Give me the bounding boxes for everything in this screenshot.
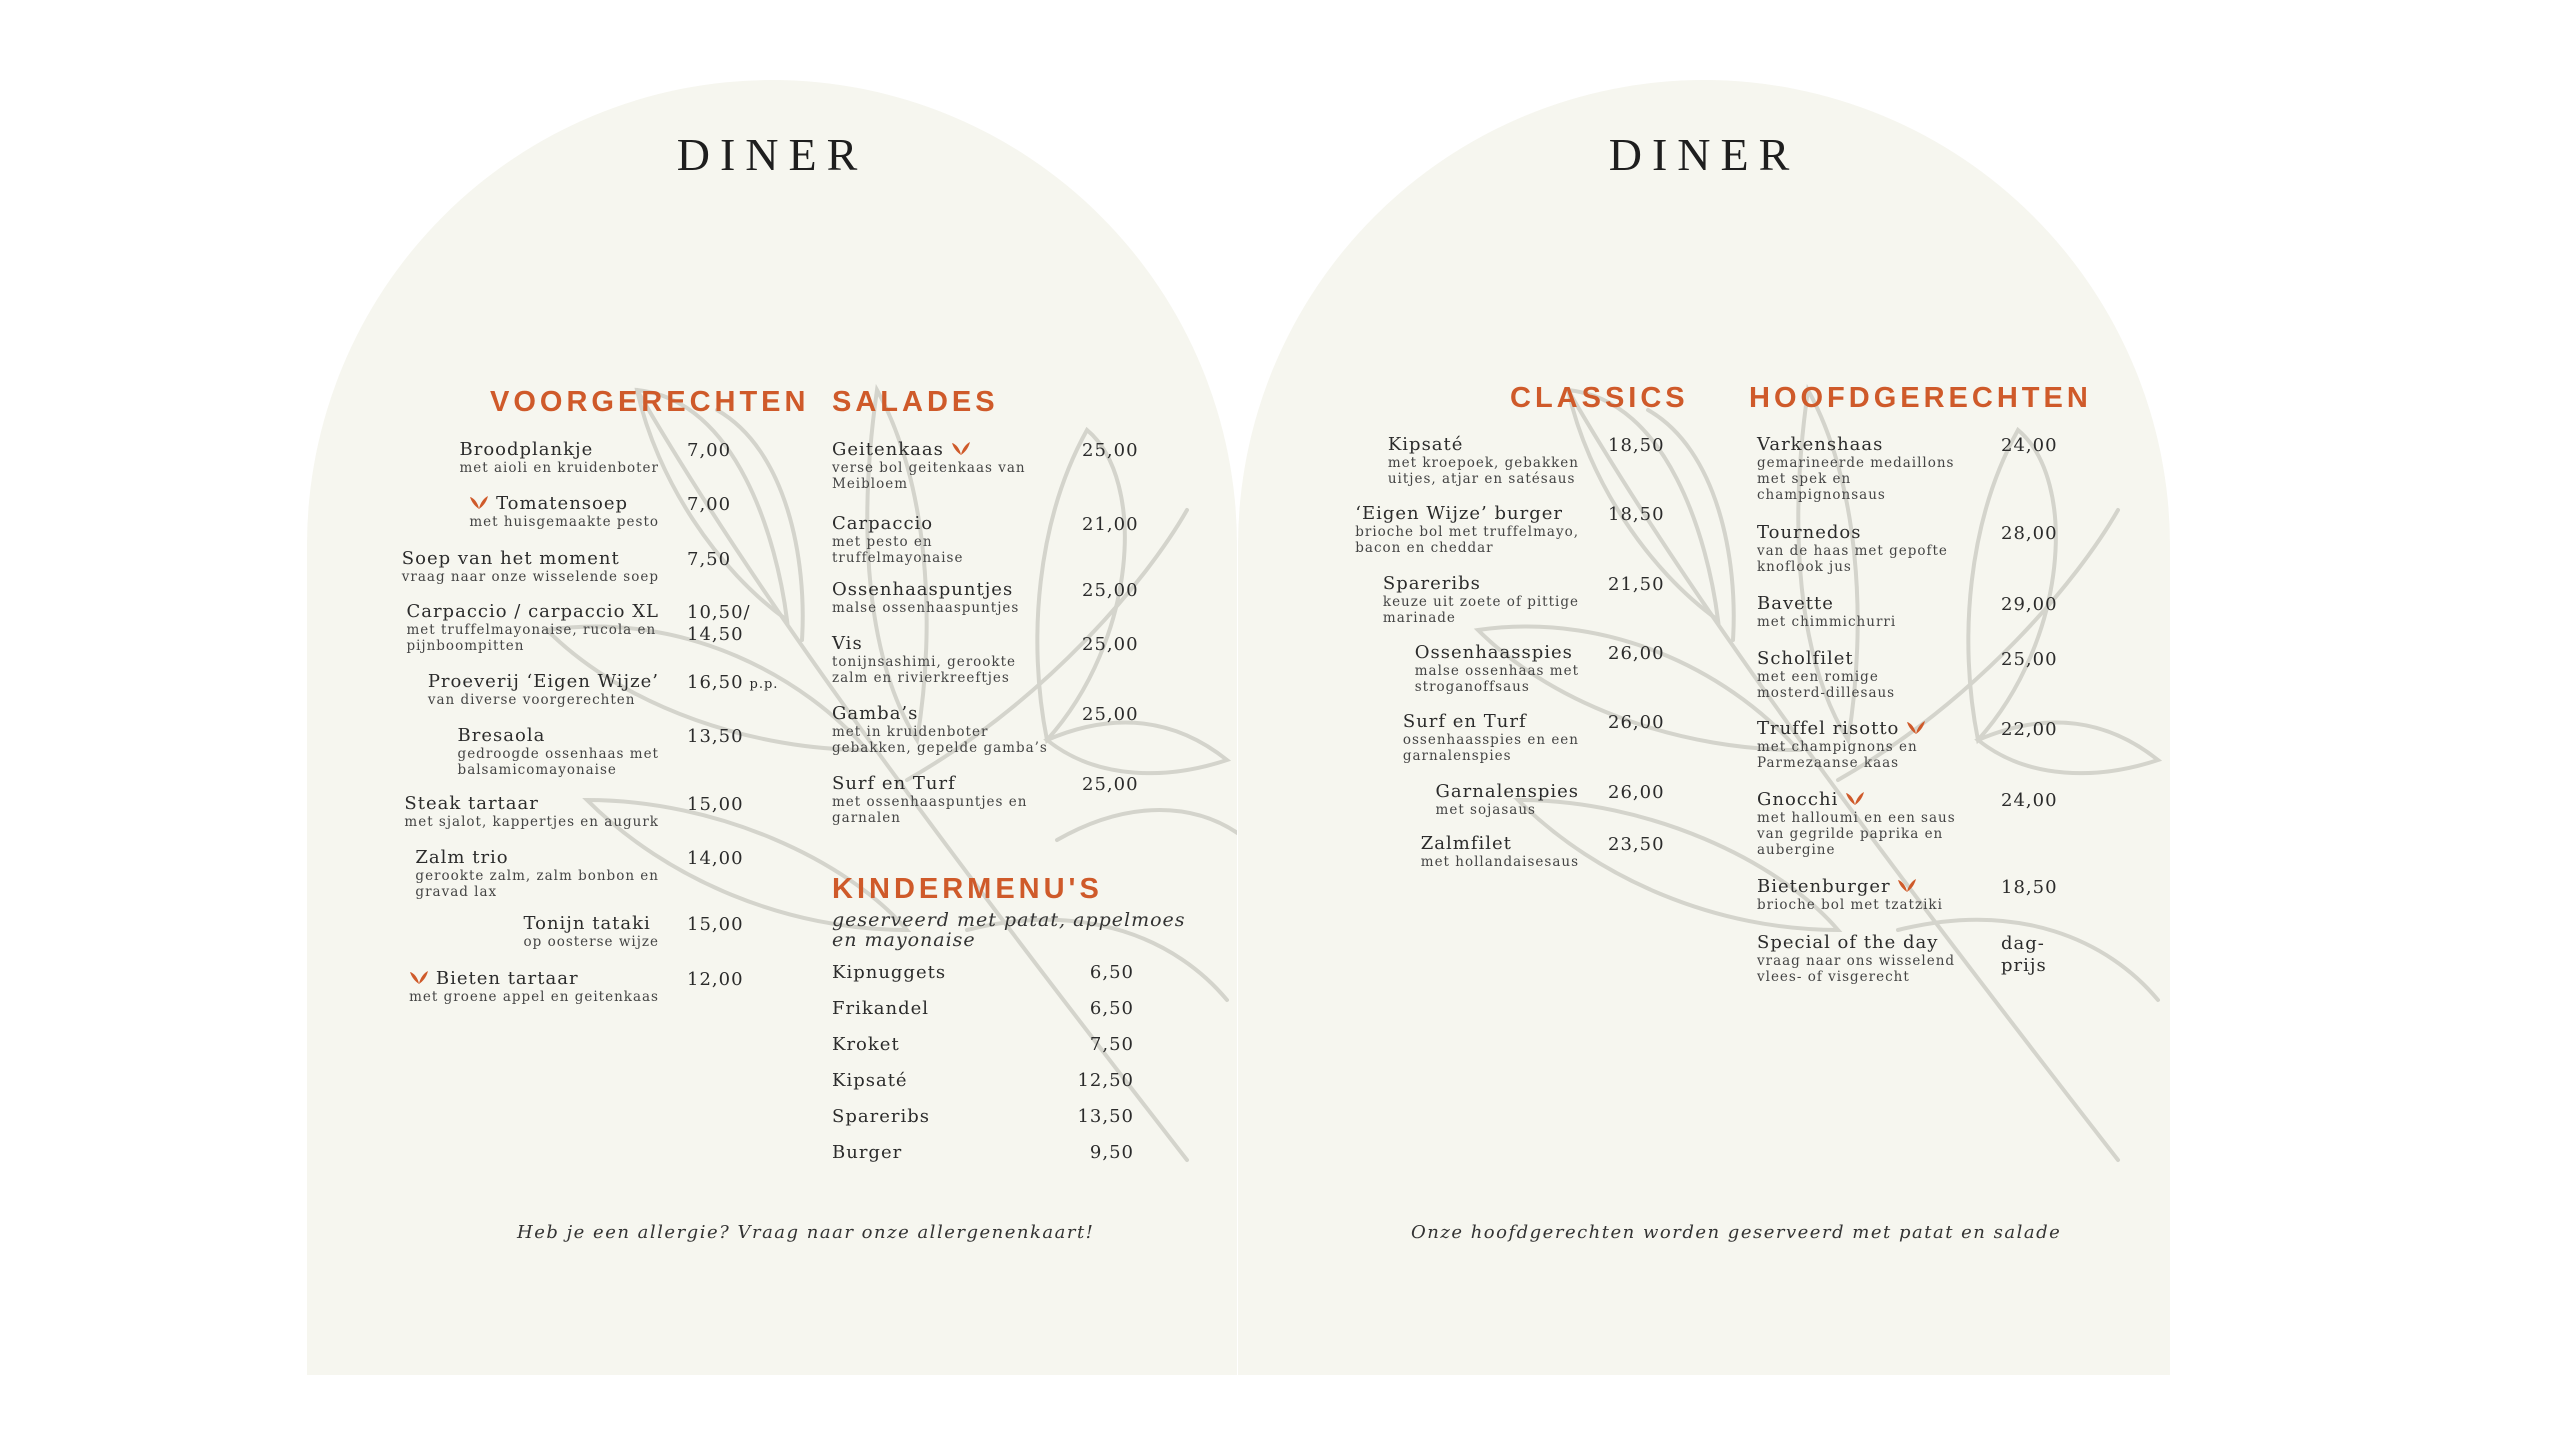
item-name-text: Tournedos	[1757, 522, 1862, 543]
item-name-text: Bietenburger	[1757, 876, 1891, 897]
item-name	[1757, 933, 1955, 953]
item-price	[687, 440, 731, 462]
item-name	[1436, 782, 1579, 802]
item-name-text: Scholfilet	[1757, 648, 1854, 669]
item-price: dag- prijs	[2001, 933, 2047, 976]
item-name-text: Ossenhaasspies	[1414, 642, 1573, 663]
menu-item	[402, 549, 659, 585]
menu-item	[1757, 933, 1955, 985]
item-name-text: Truffel risotto	[1757, 718, 1900, 739]
item-name-text: Broodplankje	[459, 439, 594, 460]
item-price	[687, 794, 744, 816]
section-title-classics: CLASSICS	[1510, 382, 1689, 414]
menu-item	[1757, 877, 1943, 913]
item-description: met in kruidenboter gebakken, gepelde gamba’s	[832, 724, 1048, 756]
item-price	[687, 914, 744, 936]
item-price-value: 7,50	[687, 549, 732, 570]
item-name	[1757, 790, 1956, 810]
leaf-sprout-icon	[469, 494, 489, 510]
item-name-text: Tomatensoep	[496, 493, 629, 514]
menu-item	[1757, 594, 1896, 630]
menu-panel-left	[307, 80, 1237, 1375]
kids-menu-item	[832, 998, 929, 1019]
menu-item	[1383, 574, 1579, 626]
menu-item	[428, 672, 659, 708]
kids-menu-item	[832, 962, 946, 983]
item-name	[832, 774, 1027, 794]
item-name	[1355, 504, 1579, 524]
item-price	[687, 602, 751, 646]
item-name	[1757, 649, 1895, 669]
leaf-sprout-icon	[1897, 877, 1917, 893]
item-price-value: 10,50/ 14,50	[687, 602, 751, 645]
item-name	[1415, 643, 1579, 663]
item-name	[1757, 877, 1943, 897]
item-name	[1403, 712, 1579, 732]
item-price-value: 26,00	[1608, 782, 1665, 803]
item-name	[524, 914, 659, 934]
menu-item	[832, 634, 1016, 686]
item-name	[1383, 574, 1579, 594]
item-price: 28,00	[2001, 523, 2058, 544]
kindermenu-subtitle: geserveerd met patat, appelmoes en mayonaise	[832, 909, 1186, 951]
item-price	[687, 726, 744, 748]
section-title-kindermenu: KINDERMENU'S	[832, 873, 1103, 905]
item-price: 24,00	[2001, 435, 2058, 456]
item-price	[1608, 712, 1665, 734]
item-price	[687, 494, 731, 516]
menu-item	[1436, 782, 1579, 818]
leaf-sprout-icon	[951, 440, 971, 456]
section-title-hoofdgerechten: HOOFDGERECHTEN	[1749, 382, 2092, 414]
item-name	[469, 494, 659, 514]
item-price: 6,50	[1089, 962, 1134, 983]
menu-item	[1757, 435, 1955, 503]
item-description: gemarineerde medaillons met spek en champignonsaus	[1757, 455, 1955, 503]
item-name-text: Burger	[832, 1142, 903, 1163]
item-price-value: 13,50	[687, 726, 744, 747]
item-price	[1608, 834, 1665, 856]
menu-item	[404, 794, 659, 830]
item-price: 12,50	[1077, 1070, 1134, 1091]
item-name-text: Special of the day	[1757, 932, 1939, 953]
item-description: gerookte zalm, zalm bonbon en gravad lax	[415, 868, 659, 900]
kids-menu-item	[832, 1070, 908, 1091]
menu-item	[1355, 504, 1579, 556]
item-name-text: Bieten tartaar	[435, 968, 579, 989]
item-description: met ossenhaaspuntjes en garnalen	[832, 794, 1028, 826]
item-description: met kroepoek, gebakken uitjes, atjar en satésaus	[1387, 455, 1579, 487]
menu-item	[1403, 712, 1579, 764]
item-name-text: ‘Eigen Wijze’ burger	[1355, 503, 1563, 524]
item-name-text: Proeverij ‘Eigen Wijze’	[427, 671, 659, 692]
item-name-text: Steak tartaar	[404, 793, 539, 814]
menu-item	[524, 914, 659, 950]
menu-item	[1757, 790, 1956, 858]
item-description: van diverse voorgerechten	[427, 692, 636, 708]
item-price: 7,50	[1089, 1034, 1134, 1055]
menu-item	[1415, 643, 1579, 695]
item-name	[832, 704, 1048, 724]
item-description: met halloumi en een saus van gegrilde paprika en aubergine	[1757, 810, 1956, 858]
item-description: met groene appel en geitenkaas	[409, 989, 659, 1005]
item-name	[832, 580, 1019, 600]
item-price-value: 21,50	[1608, 574, 1665, 595]
item-description: brioche bol met truffelmayo, bacon en cheddar	[1355, 524, 1579, 556]
item-description: vraag naar onze wisselende soep	[401, 569, 659, 585]
leaf-sprout-icon	[1845, 790, 1865, 806]
item-name-text: Geitenkaas	[832, 439, 944, 460]
menu-item	[409, 969, 659, 1005]
item-description: malse ossenhaaspuntjes	[832, 600, 1020, 616]
item-name	[832, 514, 963, 534]
item-name	[832, 440, 1026, 460]
item-price	[1608, 574, 1665, 596]
item-description: met een romige mosterd-dillesaus	[1757, 669, 1896, 701]
item-description: keuze uit zoete of pittige marinade	[1382, 594, 1579, 626]
menu-item	[1757, 719, 1926, 771]
item-price: 9,50	[1089, 1142, 1134, 1163]
menu-item	[832, 774, 1027, 826]
item-description: met sjalot, kappertjes en augurk	[404, 814, 659, 830]
item-name	[458, 726, 659, 746]
item-price-value: 12,00	[687, 969, 744, 990]
item-name-text: Kipsaté	[832, 1070, 908, 1091]
item-price-value: 18,50	[1608, 435, 1665, 456]
item-name	[406, 602, 659, 622]
page-title: DINER	[676, 129, 868, 180]
item-price-value: 16,50	[687, 672, 744, 693]
item-price: 25,00	[2001, 649, 2058, 670]
item-name-text: Gamba’s	[832, 703, 919, 724]
item-price-value: 15,00	[687, 794, 744, 815]
item-name-text: Bresaola	[457, 725, 546, 746]
item-price	[1608, 435, 1665, 457]
item-name	[1757, 719, 1926, 739]
item-price: 21,00	[1082, 514, 1139, 535]
item-name-text: Kroket	[832, 1034, 900, 1055]
item-name	[415, 848, 659, 868]
item-name-text: Vis	[832, 633, 863, 654]
menu-item	[1388, 435, 1579, 487]
item-price-unit: p.p.	[749, 677, 779, 692]
item-name-text: Tonijn tataki	[523, 913, 651, 934]
item-price	[687, 969, 744, 991]
item-description: met chimmichurri	[1757, 614, 1897, 630]
item-price-value: 26,00	[1608, 712, 1665, 733]
menu-item	[1421, 834, 1579, 870]
item-name-text: Ossenhaaspuntjes	[832, 579, 1014, 600]
item-price-value: 23,50	[1608, 834, 1665, 855]
leaf-sprout-icon	[409, 969, 429, 985]
item-price: 13,50	[1077, 1106, 1134, 1127]
item-price	[687, 549, 731, 571]
item-name-text: Bavette	[1757, 593, 1834, 614]
menu-item	[1757, 523, 1948, 575]
item-description: met pesto en truffelmayonaise	[832, 534, 964, 566]
item-price: 29,00	[2001, 594, 2058, 615]
item-name-text: Spareribs	[1382, 573, 1481, 594]
item-price	[1608, 643, 1665, 665]
item-name-text: Garnalenspies	[1435, 781, 1579, 802]
item-price-value: 15,00	[687, 914, 744, 935]
menu-item	[415, 848, 659, 900]
item-description: vraag naar ons wisselend vlees- of visgerecht	[1757, 953, 1956, 985]
menu-item	[832, 514, 963, 566]
item-price: 25,00	[1082, 704, 1139, 725]
menu-item	[832, 440, 1026, 492]
item-name	[1388, 435, 1579, 455]
item-description: gedroogde ossenhaas met balsamicomayonaise	[457, 746, 659, 778]
item-price: 25,00	[1082, 774, 1139, 795]
item-name	[832, 634, 1016, 654]
item-description: tonijnsashimi, gerookte zalm en rivierkreeftjes	[832, 654, 1016, 686]
item-description: ossenhaasspies en een garnalenspies	[1402, 732, 1579, 764]
item-price: 6,50	[1089, 998, 1134, 1019]
menu-item	[406, 602, 659, 654]
item-description: verse bol geitenkaas van Meibloem	[832, 460, 1026, 492]
item-name-text: Varkenshaas	[1757, 434, 1884, 455]
item-name-text: Spareribs	[832, 1106, 930, 1127]
item-name-text: Zalmfilet	[1420, 833, 1512, 854]
item-name	[428, 672, 659, 692]
item-name	[409, 969, 659, 989]
item-name-text: Soep van het moment	[401, 548, 620, 569]
item-price: 18,50	[2001, 877, 2058, 898]
item-price: 25,00	[1082, 440, 1139, 461]
item-name-text: Gnocchi	[1757, 789, 1839, 810]
leaf-sprout-icon	[1906, 719, 1926, 735]
item-name	[1421, 834, 1579, 854]
item-description: met aioli en kruidenboter	[459, 460, 659, 476]
item-price	[687, 848, 744, 870]
item-name	[1757, 594, 1896, 614]
item-price-value: 7,00	[687, 494, 732, 515]
item-description: met huisgemaakte pesto	[469, 514, 659, 530]
kids-menu-item	[832, 1142, 902, 1163]
item-price	[1608, 782, 1665, 804]
kids-menu-item	[832, 1034, 900, 1055]
item-name-text: Zalm trio	[415, 847, 509, 868]
item-name-text: Frikandel	[832, 998, 930, 1019]
menu-item	[1757, 649, 1895, 701]
item-name-text: Surf en Turf	[832, 773, 956, 794]
main-course-note: Onze hoofdgerechten worden geserveerd met patat en salade	[1411, 1222, 2062, 1243]
item-price	[687, 672, 778, 696]
item-price-value: 18,50	[1608, 504, 1665, 525]
menu-item	[832, 704, 1048, 756]
item-description: met truffelmayonaise, rucola en pijnboompitten	[406, 622, 657, 654]
item-name-text: Kipsaté	[1387, 434, 1464, 455]
item-price: 25,00	[1082, 580, 1139, 601]
menu-item	[459, 440, 659, 476]
section-title-salades: SALADES	[832, 386, 999, 418]
item-description: met hollandaisesaus	[1420, 854, 1579, 870]
item-name	[402, 549, 659, 569]
menu-panel-right	[1238, 80, 2170, 1375]
item-name-text: Carpaccio	[832, 513, 934, 534]
item-description: brioche bol met tzatziki	[1757, 897, 1943, 913]
item-description: op oosterse wijze	[523, 934, 659, 950]
item-price-value: 14,00	[687, 848, 744, 869]
menu-item	[832, 580, 1019, 616]
item-name-text: Kipnuggets	[832, 962, 947, 983]
item-description: malse ossenhaas met stroganoffsaus	[1414, 663, 1579, 695]
menu-item	[469, 494, 659, 530]
item-price-value: 7,00	[687, 440, 732, 461]
item-price	[1608, 504, 1665, 526]
item-price: 24,00	[2001, 790, 2058, 811]
item-name	[1757, 435, 1955, 455]
kids-menu-item	[832, 1106, 930, 1127]
page-title: DINER	[1608, 129, 1800, 180]
item-name-text: Surf en Turf	[1402, 711, 1527, 732]
item-name	[459, 440, 659, 460]
item-price: 22,00	[2001, 719, 2058, 740]
allergy-note: Heb je een allergie? Vraag naar onze allergenenkaart!	[517, 1222, 1095, 1243]
item-description: met champignons en Parmezaanse kaas	[1757, 739, 1918, 771]
menu-item	[458, 726, 659, 778]
section-title-voorgerechten: VOORGERECHTEN	[490, 386, 810, 418]
item-name	[404, 794, 659, 814]
item-description: met sojasaus	[1435, 802, 1536, 818]
item-name-text: Carpaccio / carpaccio XL	[406, 601, 659, 622]
item-price: 25,00	[1082, 634, 1139, 655]
item-name	[1757, 523, 1948, 543]
item-price-value: 26,00	[1608, 643, 1665, 664]
item-description: van de haas met gepofte knoflook jus	[1757, 543, 1948, 575]
